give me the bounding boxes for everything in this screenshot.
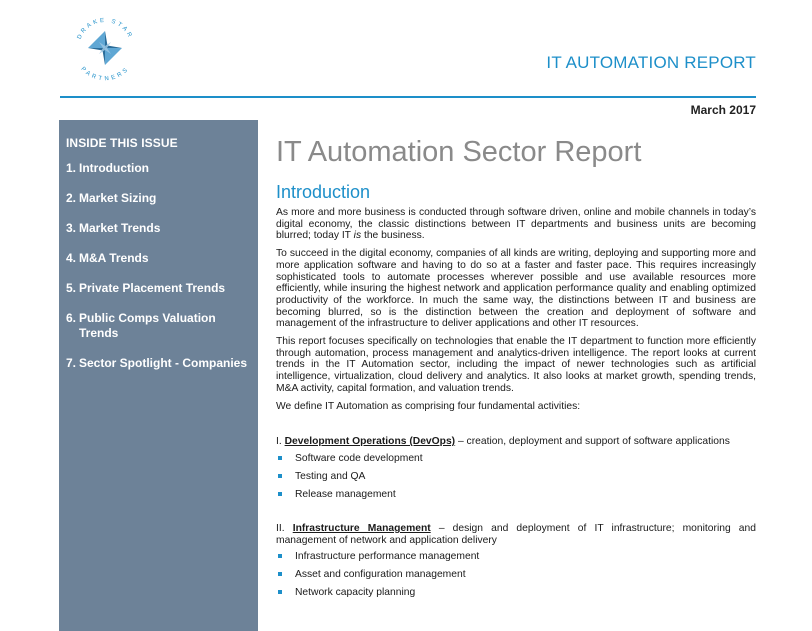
toc-item-market-trends[interactable] (66, 221, 250, 236)
toc-item-label: Market Trends (79, 221, 161, 235)
activity-bullet-list (276, 453, 756, 501)
toc-item-private-placement-trends[interactable] (66, 281, 250, 296)
svg-text:PARTNERS (79, 66, 130, 82)
intro-paragraph-3: This report focuses specifically on technologies that enable the IT department to function more efficiently through automation, process management and analytics-driven intelligence. The report looks at current trends in the IT Automation sector, including the impact of newer technologies such as artificial intelligence, virtualization, cloud delivery and analytics. It also looks at market growth, spending trends, M&A activity, capital formation, and valuation trends. (276, 336, 756, 394)
logo-bottom-text: PARTNERS (79, 66, 131, 83)
report-date: March 2017 (690, 103, 756, 117)
toc-item-number: 6. (66, 311, 77, 325)
table-of-contents-sidebar (59, 120, 258, 631)
toc-item-number: 5. (66, 281, 77, 295)
header-divider (60, 96, 756, 98)
toc-item-number: 7. (66, 356, 77, 370)
logo-top-text: DRAKE STAR (76, 17, 134, 41)
compass-star-icon (88, 31, 122, 65)
document-title: IT Automation Sector Report (276, 136, 642, 168)
toc-item-label: Public Comps Valuation Trends (79, 311, 216, 340)
section-heading-introduction: Introduction (276, 182, 371, 202)
list-item: Software code development (276, 453, 756, 465)
bullet-square-icon (278, 554, 282, 558)
list-item: Asset and configuration management (276, 569, 756, 581)
toc-item-label: Private Placement Trends (79, 281, 226, 295)
intro-paragraph-4: We define IT Automation as comprising four fundamental activities: (276, 400, 581, 412)
list-item: Network capacity planning (276, 587, 756, 599)
bullet-square-icon (278, 474, 282, 478)
list-item: Release management (276, 489, 756, 501)
main-content (276, 136, 756, 605)
report-header-title: IT AUTOMATION REPORT (546, 53, 756, 72)
toc-item-public-comps-valuation-trends[interactable] (66, 311, 250, 341)
toc-item-ma-trends[interactable] (66, 251, 250, 266)
activity-devops (276, 436, 756, 501)
toc-item-label: Sector Spotlight - Companies (79, 356, 248, 370)
activity-bullet-list (276, 551, 756, 599)
intro-paragraph-1: As more and more business is conducted through software driven, online and mobile channels in today’s digital economy, the classic distinctions between IT departments and business units are becoming blurred; today IT is the business. (276, 207, 756, 242)
toc-item-introduction[interactable] (66, 161, 250, 176)
intro-paragraph-2: To succeed in the digital economy, companies of all kinds are writing, deploying and supporting more and more application software and having to do so at a faster and faster pace. This requires increasingly sophisticated tools to automate processes wherever possible and use available resources more efficiently, while insuring the highest network and application performance quality and enabling optimized productivity of the workforce. In much the same way, the distinctions between IT and business are becoming blurred, so is the distinction between the creation and deployment of software and management of the infrastructure to deliver applications and other IT resources. (276, 248, 756, 330)
toc-heading: INSIDE THIS ISSUE (66, 136, 178, 150)
toc-item-sector-spotlight[interactable] (66, 356, 250, 371)
activity-heading: II. Infrastructure Management – design and deployment of IT infrastructure; monitoring and management of network and application delivery (276, 522, 756, 546)
activity-infrastructure-management (276, 523, 756, 599)
toc-item-label: Introduction (79, 161, 149, 175)
toc-item-label: M&A Trends (79, 251, 149, 265)
list-item: Infrastructure performance management (276, 551, 756, 563)
toc-item-number: 2. (66, 191, 77, 205)
drake-star-logo (70, 13, 140, 83)
toc-item-number: 1. (66, 161, 77, 175)
toc-item-label: Market Sizing (79, 191, 157, 205)
bullet-square-icon (278, 590, 282, 594)
activity-heading: I. Development Operations (DevOps) – creation, deployment and support of software applications (276, 436, 730, 448)
toc-item-number: 3. (66, 221, 77, 235)
list-item: Testing and QA (276, 471, 756, 483)
bullet-square-icon (278, 572, 282, 576)
bullet-square-icon (278, 492, 282, 496)
bullet-square-icon (278, 456, 282, 460)
toc-item-market-sizing[interactable] (66, 191, 250, 206)
toc-item-number: 4. (66, 251, 77, 265)
